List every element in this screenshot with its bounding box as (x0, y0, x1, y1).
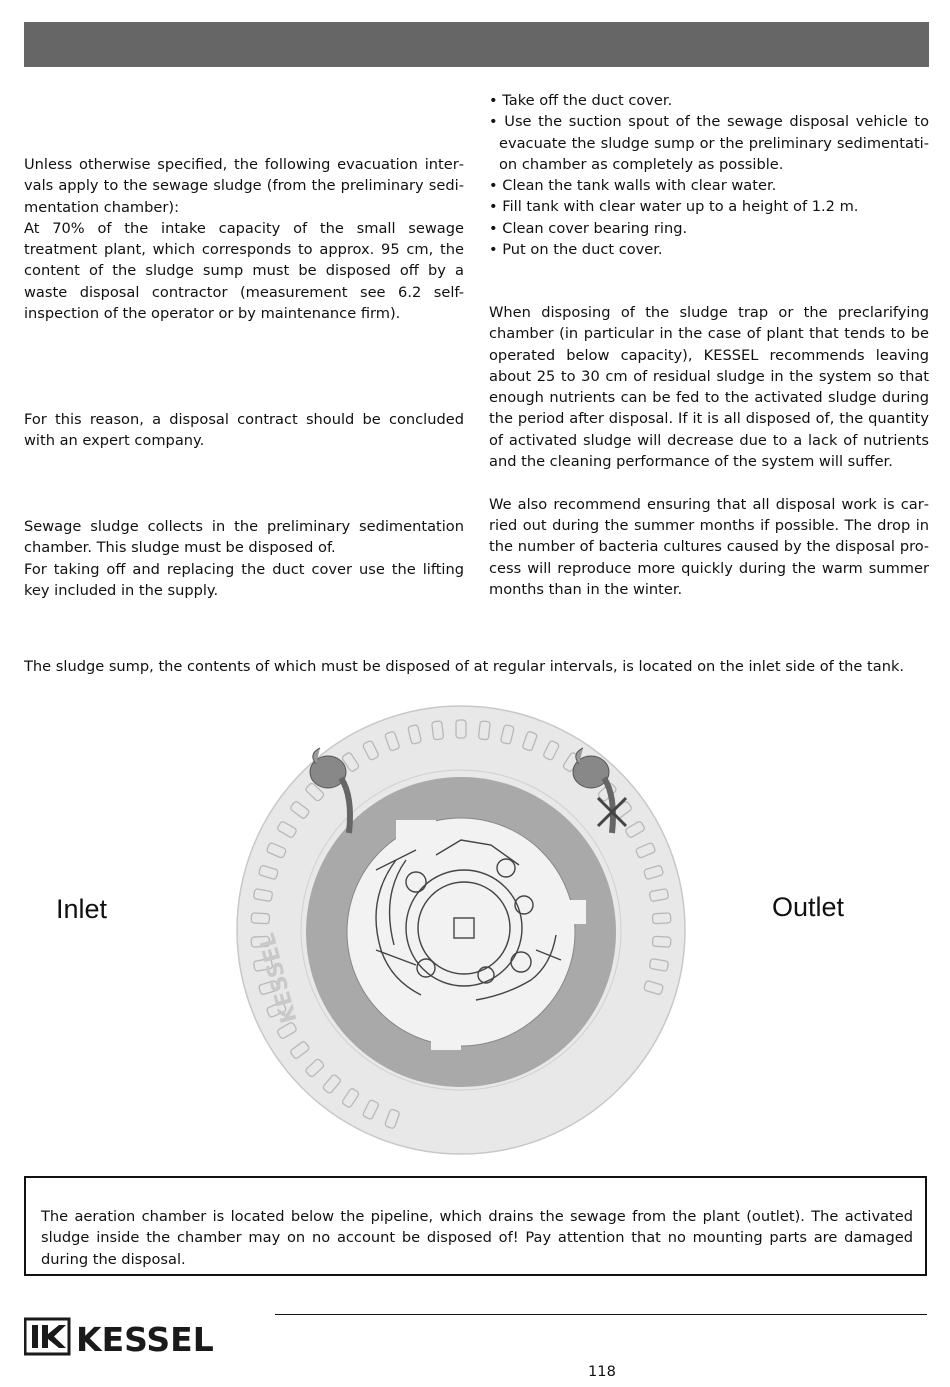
list-item: • Put on the duct cover. (489, 239, 929, 260)
collection-section (24, 516, 464, 601)
aeration-notice-box (24, 1176, 927, 1276)
residual-paragraph: When disposing of the sludge trap or the preclarifying chamber (in particular in the case of plant that tends to be operated below capacity), KESSEL recommends leaving about 25 to 30 cm of residual sludge in the system so that enough nutrients can be fed to the activated sludge during the period after disposal. If it is all disposed of, the quantity of activated sludge will decrease due to a lack of nutrients and the cleaning performance of the system will suffer. (489, 304, 929, 471)
residual-section (489, 302, 929, 600)
header-bar (24, 22, 929, 67)
contract-paragraph: For this reason, a disposal contract should be concluded with an expert company. (24, 411, 464, 450)
lifting-key-paragraph: For taking off and replacing the duct cover use the lifting key included in the supply. (24, 560, 464, 599)
steps-section (489, 90, 929, 260)
page-number: 118 (588, 1363, 616, 1380)
capacity-paragraph: At 70% of the intake capacity of the small sewage treatment plant, which corresponds to approx. 95 cm, the content of the sludge sump must be disposed off by a waste disposal contractor (measurement see 6.2 self-inspection of the operator or by maintenance firm). (24, 219, 464, 323)
logo-text: KESSEL (76, 1320, 214, 1358)
logo-bar (32, 1325, 38, 1348)
footer-rule (275, 1314, 927, 1315)
list-item: • Use the suction spout of the sewage disposal vehicle to evacuate the sludge sump or the preliminary sedimentation chamber as completely as possible. (489, 111, 929, 175)
cover-kessel-text: KESSEL (254, 930, 303, 1026)
intervals-paragraph: Unless otherwise specified, the following evacuation intervals apply to the sewage sludge (from the preliminary sedimentation chamber): (24, 156, 464, 216)
pipe-right (536, 900, 586, 924)
logo-k-mark (42, 1325, 66, 1348)
list-item: • Clean cover bearing ring. (489, 218, 929, 239)
list-item: • Fill tank with clear water up to a height of 1.2 m. (489, 196, 929, 217)
tank-cover-diagram (236, 700, 686, 1160)
summer-paragraph: We also recommend ensuring that all disposal work is carried out during the summer months if possible. The drop in the number of bacteria cultures caused by the disposal process will reproduce more quickly during the warm summer months than in the winter. (489, 495, 929, 598)
steps-list (489, 90, 929, 260)
kessel-logo (24, 1316, 254, 1358)
inlet-label: Inlet (56, 894, 108, 924)
intervals-section (24, 154, 464, 324)
aeration-notice-text: The aeration chamber is located below the pipeline, which drains the sewage from the plant (outlet). The activated sludge inside the chamber may on no account be disposed of! Pay attention that no mounting parts are damaged during the disposal. (41, 1208, 913, 1268)
list-item: • Clean the tank walls with clear water. (489, 175, 929, 196)
pipe-lower (431, 970, 461, 1050)
outlet-label: Outlet (772, 892, 845, 922)
list-item: • Take off the duct cover. (489, 90, 929, 111)
contract-section (24, 409, 464, 452)
collects-paragraph: Sewage sludge collects in the preliminary sedimentation chamber. This sludge must be disposed of. (24, 518, 464, 557)
sump-location-text: The sludge sump, the contents of which must be disposed of at regular intervals, is located on the inlet side of the tank. (24, 658, 905, 675)
